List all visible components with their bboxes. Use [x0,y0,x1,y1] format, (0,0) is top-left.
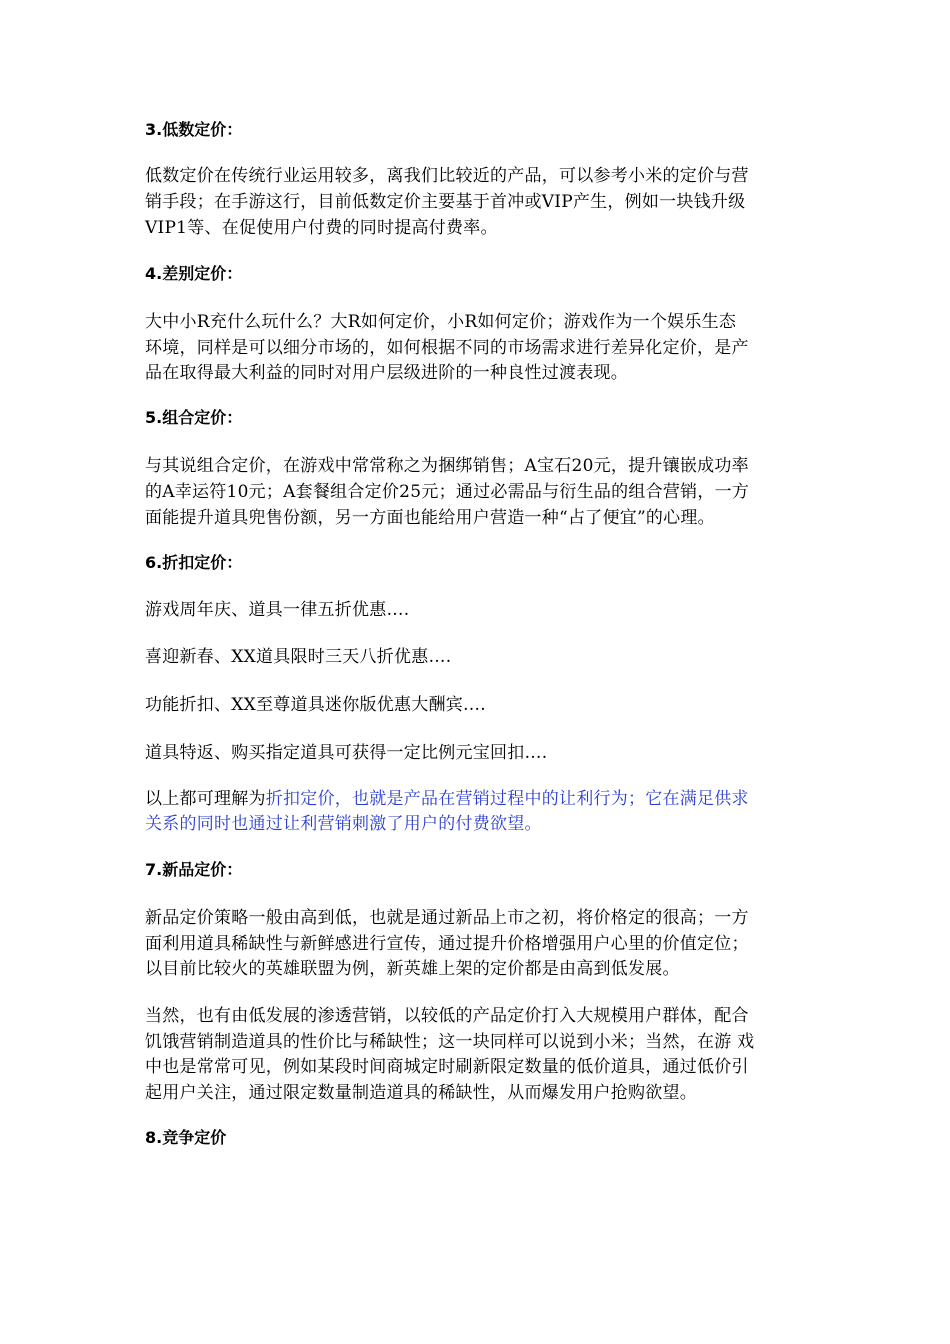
example-line: 喜迎新春、XX道具限时三天八折优惠…. [145,647,452,667]
paragraph-line: 低数定价在传统行业运用较多，离我们比较近的产品，可以参考小米的定价与营 [145,166,749,186]
paragraph-line: 当然，也有由低发展的渗透营销，以较低的产品定价打入大规模用户群体，配合 [145,1006,749,1026]
paragraph-line: 面能提升道具兜售份额，另一方面也能给用户营造一种“占了便宜”的心理。 [145,508,715,528]
summary-highlight: 折扣定价，也就是产品在营销过程中的让利行为；它在满足供求 [265,789,749,809]
example-line: 功能折扣、XX至尊道具迷你版优惠大酬宾…. [145,695,486,715]
section-heading-bundle-price: 5.组合定价： [145,408,243,427]
example-line: 道具特返、购买指定道具可获得一定比例元宝回扣…. [145,743,548,763]
paragraph-line: 销手段；在手游这行，目前低数定价主要基于首冲或VIP产生，例如一块钱升级 [145,192,746,212]
paragraph-line: 面利用道具稀缺性与新鲜感进行宣传，通过提升价格增强用户心里的价值定位； [145,934,749,954]
example-line: 游戏周年庆、道具一律五折优惠…. [145,600,410,620]
paragraph-line: VIP1等、在促使用户付费的同时提高付费率。 [145,218,498,238]
section-heading-competitive-price: 8.竞争定价 [145,1128,227,1147]
paragraph-line: 饥饿营销制造道具的性价比与稀缺性；这一块同样可以说到小米；当然，在游 戏 [145,1032,755,1052]
paragraph-line: 环境，同样是可以细分市场的，如何根据不同的市场需求进行差异化定价，是产 [145,338,749,358]
summary-line [145,787,749,811]
section-heading-low-price: 3.低数定价： [145,120,243,139]
paragraph-line: 以目前比较火的英雄联盟为例，新英雄上架的定价都是由高到低发展。 [145,959,680,979]
paragraph-line: 新品定价策略一般由高到低，也就是通过新品上市之初，将价格定的很高；一方 [145,908,749,928]
paragraph-line: 的A幸运符10元；A套餐组合定价25元；通过必需品与衍生品的组合营销，一方 [145,482,750,502]
paragraph-line: 中也是常常可见，例如某段时间商城定时刷新限定数量的低价道具，通过低价引 [145,1057,749,1077]
section-heading-discount-price: 6.折扣定价： [145,553,243,572]
section-heading-new-product-price: 7.新品定价： [145,860,243,879]
paragraph-line: 品在取得最大利益的同时对用户层级进阶的一种良性过渡表现。 [145,363,628,383]
paragraph-line: 大中小R充什么玩什么？大R如何定价，小R如何定价；游戏作为一个娱乐生态 [145,312,737,332]
summary-highlight-line: 关系的同时也通过让利营销刺激了用户的付费欲望。 [145,814,542,834]
section-heading-differential-price: 4.差别定价： [145,264,243,283]
summary-prefix: 以上都可理解为 [145,789,266,809]
paragraph-line: 起用户关注，通过限定数量制造道具的稀缺性，从而爆发用户抢购欲望。 [145,1083,697,1103]
paragraph-line: 与其说组合定价，在游戏中常常称之为捆绑销售；A宝石20元，提升镶嵌成功率 [145,456,749,476]
